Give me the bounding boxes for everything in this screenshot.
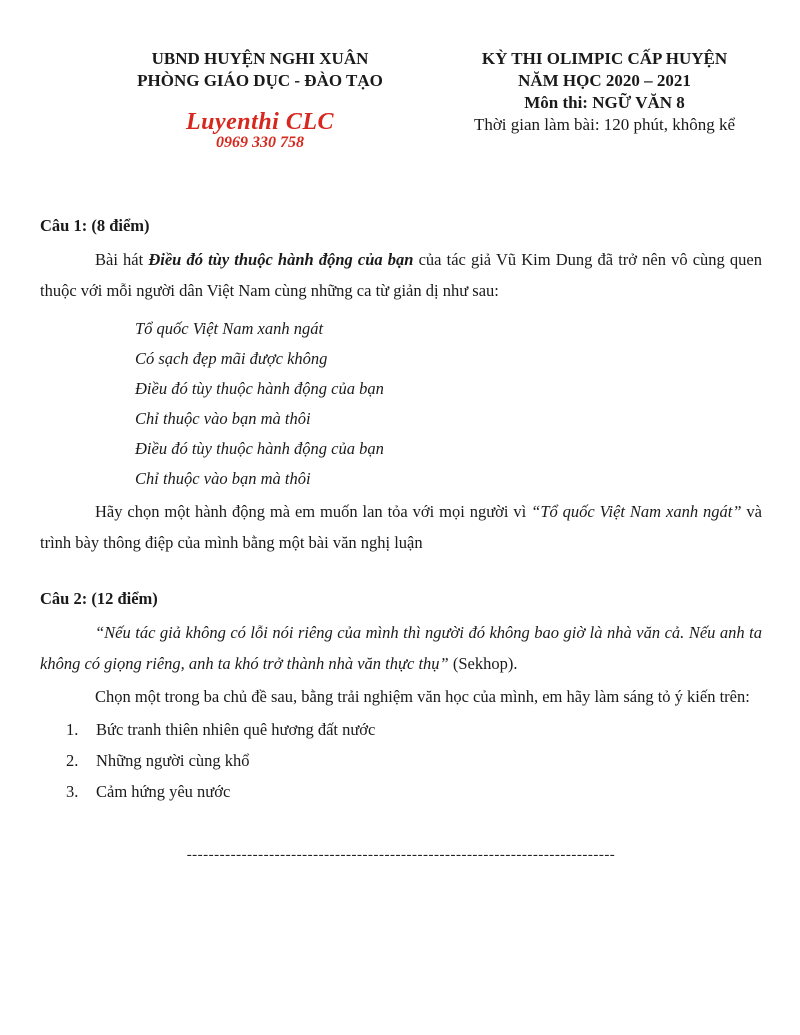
topic-text: Những người cùng khổ [96, 751, 250, 770]
subject-line: Môn thi: NGỮ VĂN 8 [524, 93, 685, 112]
lyric-line: Chỉ thuộc vào bạn mà thôi [135, 469, 311, 488]
exam-body [40, 215, 762, 864]
exam-title-block [447, 48, 762, 136]
song-title: Điều đó tùy thuộc hành động của bạn [148, 250, 414, 269]
topic-number: 3. [66, 782, 79, 801]
lyric-line: Điều đó tùy thuộc hành động của bạn [135, 379, 384, 398]
list-item [66, 714, 762, 745]
intro-suffix: của tác giả Vũ Kim Dung đã trở nên vô cùng quen thuộc với mỗi người dân Việt Nam cùng những ca từ giản dị như sau: [40, 250, 762, 300]
list-item [66, 745, 762, 776]
topic-text: Bức tranh thiên nhiên quê hương đất nước [96, 720, 376, 739]
question-1-intro [40, 244, 762, 306]
lyric-line: Có sạch đẹp mãi được không [135, 349, 328, 368]
question-1-task [40, 496, 762, 558]
task-prefix: Hãy chọn một hành động mà em muốn lan tỏa với mọi người vì [95, 502, 532, 521]
list-item [66, 776, 762, 807]
department-name: PHÒNG GIÁO DỤC - ĐÀO TẠO [137, 71, 383, 90]
topic-number: 2. [66, 751, 79, 770]
luyenthi-clc-logo [95, 110, 425, 152]
dashed-separator: ------------------------------------------------------------------------------ [186, 847, 616, 863]
song-lyrics [135, 314, 762, 494]
task-suffix: và trình bày thông điệp của mình bằng một bài văn nghị luận [40, 502, 763, 552]
lyric-line: Chỉ thuộc vào bạn mà thôi [135, 409, 311, 428]
exam-name: KỲ THI OLIMPIC CẤP HUYỆN [481, 49, 728, 68]
question-2-heading: Câu 2: (12 điểm) [40, 589, 158, 608]
quote-attribution: (Sekhop). [448, 654, 518, 673]
quote-text: “Nếu tác giả không có lỗi nói riêng của mình thì người đó không bao giờ là nhà văn cả. Nếu anh ta không có giọng riêng, anh ta khó trở thành nhà văn thực thụ” [40, 623, 762, 673]
question-2-quote [40, 617, 762, 679]
intro-prefix: Bài hát [95, 250, 149, 269]
issuing-authority-block [95, 48, 425, 152]
document-header [40, 48, 762, 152]
logo-text: Luyenthi CLC [185, 109, 335, 135]
school-year: NĂM HỌC 2020 – 2021 [518, 71, 691, 90]
lyric-line: Điều đó tùy thuộc hành động của bạn [135, 439, 384, 458]
question-1-heading: Câu 1: (8 điểm) [40, 216, 150, 235]
topic-number: 1. [66, 720, 79, 739]
task-quote: “Tổ quốc Việt Nam xanh ngát” [531, 502, 742, 521]
topic-text: Cảm hứng yêu nước [96, 782, 231, 801]
topic-list [66, 714, 762, 807]
lyric-line: Tổ quốc Việt Nam xanh ngát [135, 319, 324, 338]
duration-line: Thời gian làm bài: 120 phút, không kể [473, 115, 736, 134]
logo-phone-number: 0969 330 758 [216, 134, 304, 151]
question-2-instruction: Chọn một trong ba chủ đề sau, bằng trải nghiệm văn học của mình, em hãy làm sáng tỏ ý kiến trên: [95, 687, 750, 706]
authority-name: UBND HUYỆN NGHI XUÂN [151, 49, 369, 68]
